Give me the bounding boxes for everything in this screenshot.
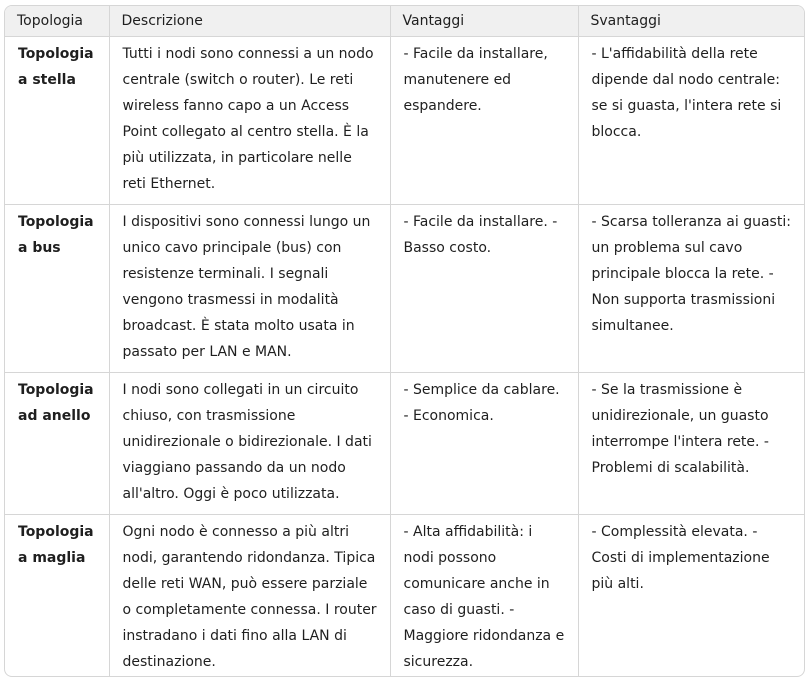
- topology-advantages: - Alta affidabilità: i nodi possono comunicare anche in caso di guasti. - Maggiore ridondanza e sicurezza.: [390, 515, 578, 678]
- topology-description: I dispositivi sono connessi lungo un unico cavo principale (bus) con resistenze terminali. I segnali vengono trasmessi in modalità broadcast. È stata molto usata in passato per LAN e MAN.: [109, 205, 390, 373]
- topology-advantages: - Facile da installare, manutenere ed espandere.: [390, 37, 578, 205]
- table-row: [5, 37, 805, 205]
- header-svantaggi: Svantaggi: [578, 6, 805, 37]
- topology-disadvantages: - L'affidabilità della rete dipende dal nodo centrale: se si guasta, l'intera rete si blocca.: [578, 37, 805, 205]
- table-row: [5, 205, 805, 373]
- topology-disadvantages: - Scarsa tolleranza ai guasti: un problema sul cavo principale blocca la rete. - Non supporta trasmissioni simultanee.: [578, 205, 805, 373]
- topology-name: Topologia a stella: [5, 37, 109, 205]
- topology-advantages: - Semplice da cablare. - Economica.: [390, 373, 578, 515]
- header-descrizione: Descrizione: [109, 6, 390, 37]
- topology-description: Ogni nodo è connesso a più altri nodi, garantendo ridondanza. Tipica delle reti WAN, può essere parziale o completamente connessa. I router instradano i dati fino alla LAN di destinazione.: [109, 515, 390, 678]
- header-topologia: Topologia: [5, 6, 109, 37]
- table-row: [5, 515, 805, 678]
- topology-advantages: - Facile da installare. - Basso costo.: [390, 205, 578, 373]
- topology-disadvantages: - Complessità elevata. - Costi di implementazione più alti.: [591, 524, 770, 592]
- topology-disadvantages: - Se la trasmissione è unidirezionale, un guasto interrompe l'intera rete. - Problemi di scalabilità.: [578, 373, 805, 515]
- topology-name: Topologia a bus: [5, 205, 109, 373]
- table-row: [5, 373, 805, 515]
- topology-name: Topologia ad anello: [5, 373, 109, 515]
- table-header: [5, 6, 805, 37]
- header-vantaggi: Vantaggi: [390, 6, 578, 37]
- topology-table: [5, 6, 805, 677]
- topology-name: Topologia a maglia: [5, 515, 109, 678]
- header-row: [5, 6, 805, 37]
- topology-table-container: [4, 5, 805, 677]
- table-body: [5, 37, 805, 678]
- topology-description: Tutti i nodi sono connessi a un nodo centrale (switch o router). Le reti wireless fanno capo a un Access Point collegato al centro stella. È la più utilizzata, in particolare nelle reti Ethernet.: [109, 37, 390, 205]
- topology-description: I nodi sono collegati in un circuito chiuso, con trasmissione unidirezionale o bidirezionale. I dati viaggiano passando da un nodo all'altro. Oggi è poco utilizzata.: [109, 373, 390, 515]
